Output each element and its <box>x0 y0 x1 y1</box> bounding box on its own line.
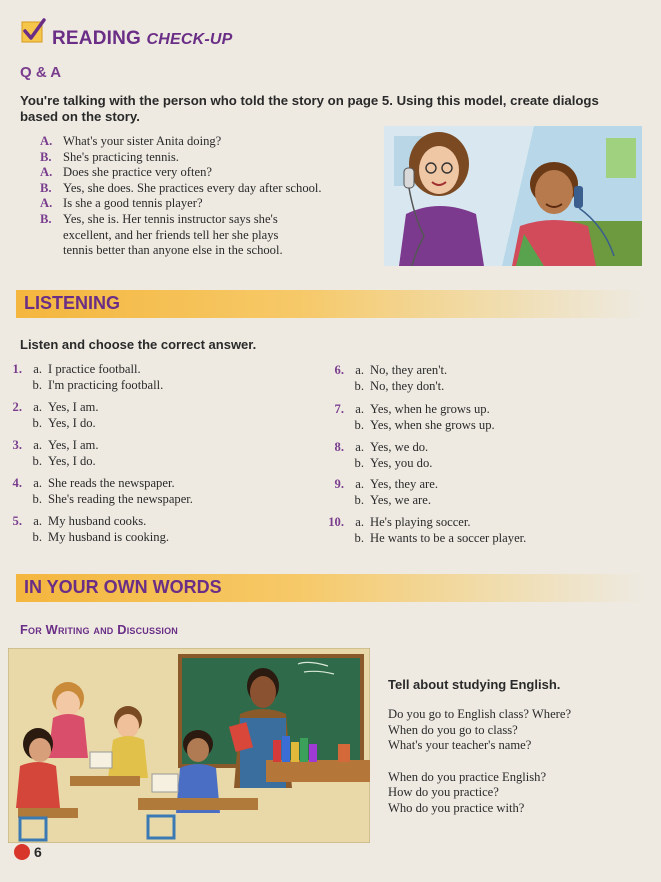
model-dialog <box>40 134 380 259</box>
choice-b[interactable]: Yes, when she grows up. <box>370 418 495 432</box>
item-number: 3. <box>12 438 22 452</box>
reading-title-sub: CHECK-UP <box>146 31 233 48</box>
choice-b[interactable]: I'm practicing football. <box>48 378 164 392</box>
discussion-question: Do you go to English class? Where? <box>388 707 572 721</box>
choice-a[interactable]: I practice football. <box>48 362 141 376</box>
dialog-text: Does she practice very often? <box>63 165 212 180</box>
dialog-speaker: A. <box>40 134 53 148</box>
choice-a[interactable]: No, they aren't. <box>370 363 448 377</box>
item-number: 10. <box>328 515 344 529</box>
dialog-speaker: A. <box>40 165 53 180</box>
dialog-line <box>40 165 380 181</box>
discussion-question: How do you practice? <box>388 785 499 799</box>
choice-a[interactable]: Yes, I am. <box>48 438 99 452</box>
reading-check-up-title <box>52 28 233 50</box>
choice-a[interactable]: My husband cooks. <box>48 514 147 528</box>
discussion-question: When do you practice English? <box>388 769 547 784</box>
reading-intro: You're talking with the person who told the story on page 5. Using this model, create dialogs based on the story. <box>20 93 599 124</box>
dialog-speaker: A. <box>40 196 53 211</box>
item-number: 6. <box>334 363 344 377</box>
item-number: 9. <box>334 477 344 491</box>
dialog-continuation: tennis better than anyone else in the school. <box>63 243 283 258</box>
choice-b[interactable]: He wants to be a soccer player. <box>370 531 527 545</box>
own-words-title: IN YOUR OWN WORDS <box>24 577 222 597</box>
choice-b[interactable]: Yes, I do. <box>48 416 96 430</box>
dialog-line <box>40 150 380 166</box>
page-dot-icon <box>14 844 30 860</box>
listening-item: 6. a. No, they aren't. b. No, they don't. <box>322 362 447 394</box>
choice-b[interactable]: Yes, we are. <box>370 493 431 507</box>
listening-item: 7. a. Yes, when he grows up. b. Yes, when she grows up. <box>322 401 495 433</box>
listening-instruction: Listen and choose the correct answer. <box>20 337 257 352</box>
qa-label: Q & A <box>20 64 62 81</box>
listening-item: 1. a. I practice football. b. I'm practicing football. <box>0 361 163 393</box>
own-words-prompt: Tell about studying English. <box>388 677 561 692</box>
dialog-line <box>40 181 380 197</box>
dialog-continuation: excellent, and her friends tell her she plays <box>63 227 279 242</box>
dialog-line <box>40 134 380 150</box>
page-number-text: 6 <box>34 844 42 860</box>
discussion-question: When do you go to class? <box>388 722 518 737</box>
choice-a[interactable]: She reads the newspaper. <box>48 476 175 490</box>
dialog-speaker: B. <box>40 149 52 164</box>
choice-a[interactable]: Yes, we do. <box>370 440 429 454</box>
page-number <box>14 844 42 860</box>
phone-call-illustration <box>384 126 642 266</box>
own-words-subtitle: For Writing and Discussion <box>20 622 179 637</box>
dialog-line <box>40 196 380 212</box>
choice-a[interactable]: Yes, when he grows up. <box>370 402 490 416</box>
listening-item: 10. a. He's playing soccer. b. He wants to be a soccer player. <box>322 514 526 546</box>
listening-item: 5. a. My husband cooks. b. My husband is cooking. <box>0 513 169 545</box>
choice-a[interactable]: Yes, they are. <box>370 477 438 491</box>
listening-section-bar <box>16 290 646 318</box>
own-words-section-bar <box>16 574 646 602</box>
item-number: 4. <box>12 476 22 490</box>
choice-b[interactable]: She's reading the newspaper. <box>48 492 193 506</box>
choice-a[interactable]: He's playing soccer. <box>370 515 471 529</box>
dialog-text: Is she a good tennis player? <box>63 196 203 211</box>
choice-b[interactable]: Yes, I do. <box>48 454 96 468</box>
item-number: 7. <box>334 402 344 416</box>
dialog-speaker: B. <box>40 180 52 195</box>
discussion-questions <box>388 707 648 816</box>
choice-b[interactable]: No, they don't. <box>370 379 445 393</box>
checkmark-icon <box>20 18 46 44</box>
reading-title-main: READING <box>52 28 142 49</box>
listening-item: 3. a. Yes, I am. b. Yes, I do. <box>0 437 99 469</box>
choice-b[interactable]: Yes, you do. <box>370 456 433 470</box>
listening-item: 4. a. She reads the newspaper. b. She's reading the newspaper. <box>0 475 193 507</box>
item-number: 2. <box>12 400 22 414</box>
listening-title: LISTENING <box>24 293 121 313</box>
choice-a[interactable]: Yes, I am. <box>48 400 99 414</box>
listening-item: 8. a. Yes, we do. b. Yes, you do. <box>322 439 432 471</box>
dialog-text: Yes, she is. Her tennis instructor says she's <box>63 211 278 226</box>
discussion-question: What's your teacher's name? <box>388 738 532 752</box>
discussion-question: Who do you practice with? <box>388 800 525 815</box>
dialog-text: What's your sister Anita doing? <box>63 134 222 148</box>
choice-b[interactable]: My husband is cooking. <box>48 530 170 544</box>
listening-item: 9. a. Yes, they are. b. Yes, we are. <box>322 476 438 508</box>
listening-item: 2. a. Yes, I am. b. Yes, I do. <box>0 399 99 431</box>
classroom-illustration <box>8 648 370 843</box>
dialog-text: She's practicing tennis. <box>63 149 179 164</box>
dialog-text: Yes, she does. She practices every day after school. <box>63 180 322 195</box>
item-number: 8. <box>334 440 344 454</box>
item-number: 5. <box>12 514 22 528</box>
dialog-line <box>40 212 380 228</box>
item-number: 1. <box>12 362 22 376</box>
dialog-speaker: B. <box>40 211 52 226</box>
